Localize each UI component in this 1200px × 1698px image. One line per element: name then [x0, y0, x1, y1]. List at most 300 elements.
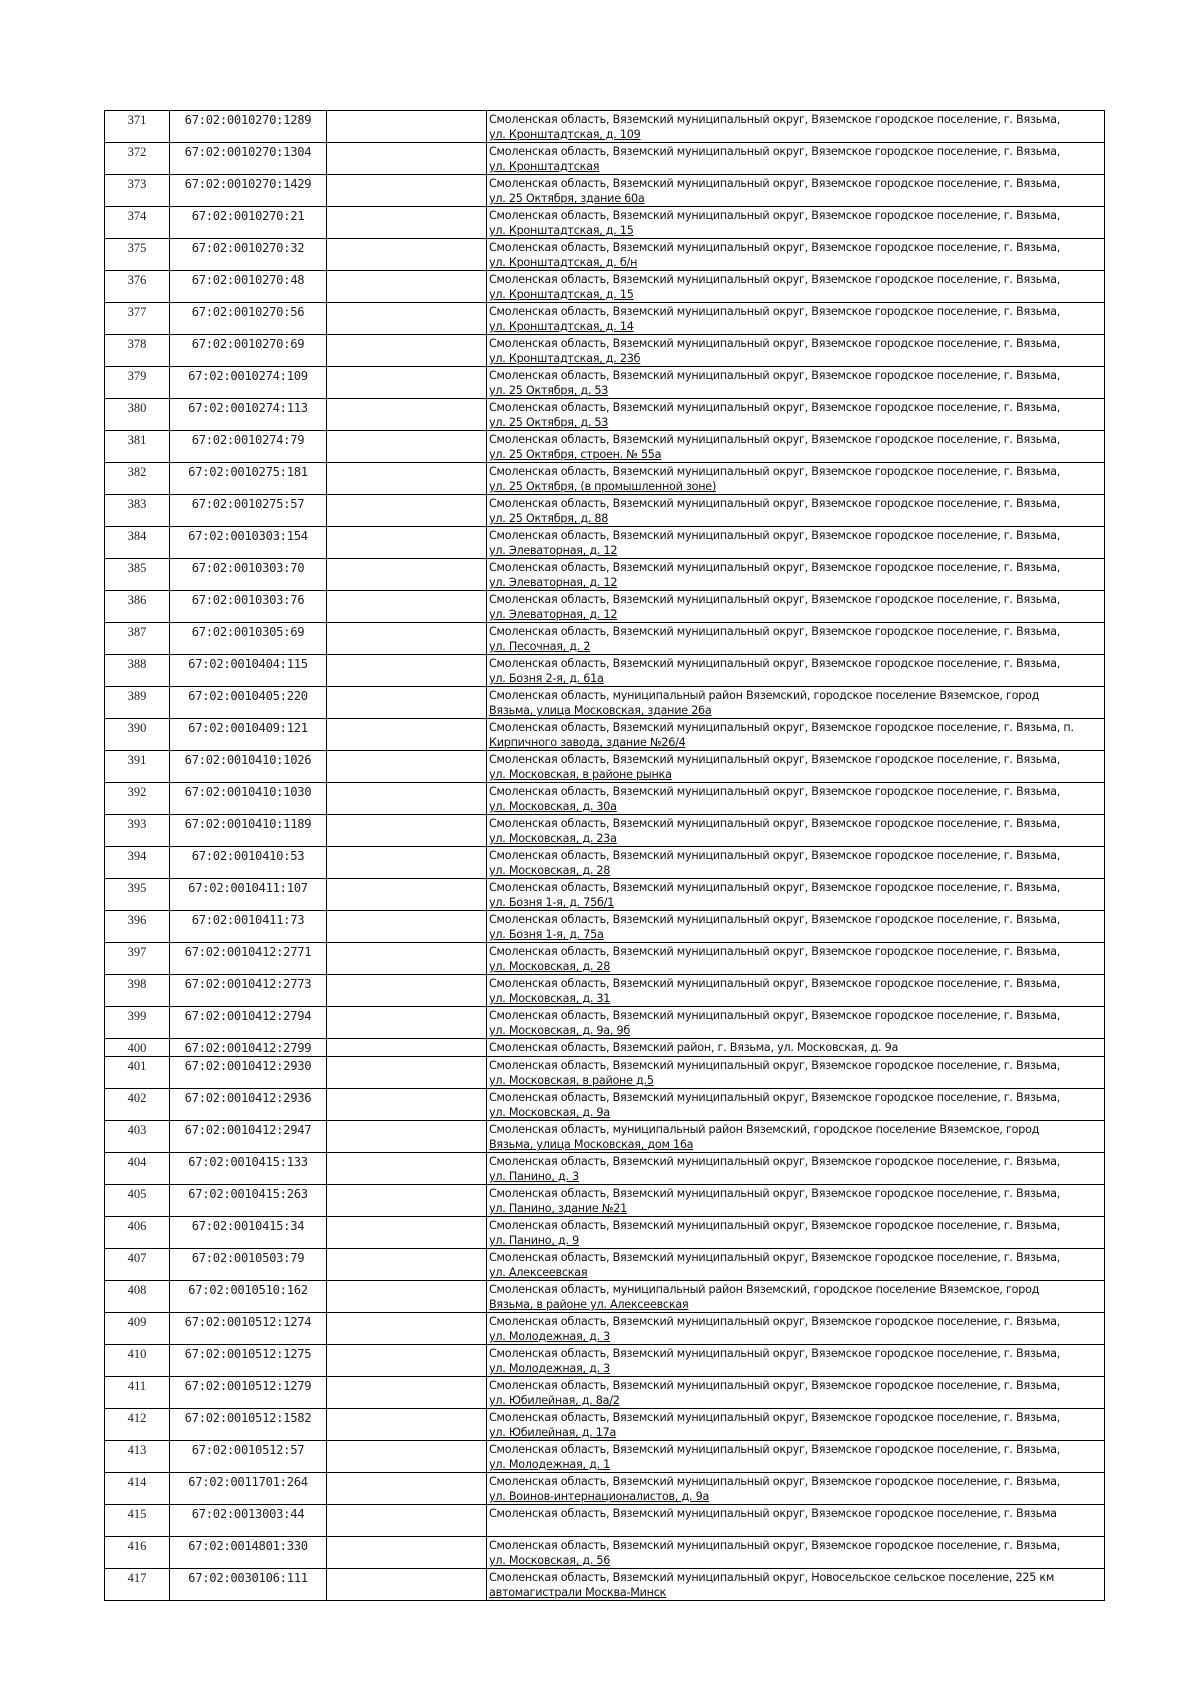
cadastral-number: 67:02:0010412:2936 [170, 1089, 327, 1121]
address-line-2: ул. Московская, д. 31 [489, 992, 611, 1005]
address-line-1: Смоленская область, муниципальный район Вяземский, городское поселение Вяземское, город [489, 1283, 1040, 1296]
cadastral-number: 67:02:0030106:111 [170, 1569, 327, 1601]
empty-cell [327, 1473, 487, 1505]
cadastral-number: 67:02:0010512:57 [170, 1441, 327, 1473]
address-line-2: ул. 25 Октября, (в промышленной зоне) [489, 480, 717, 493]
row-number: 408 [105, 1281, 170, 1313]
row-number: 377 [105, 303, 170, 335]
empty-cell [327, 111, 487, 143]
address-cell [487, 1217, 1105, 1249]
row-number: 385 [105, 559, 170, 591]
cadastral-number: 67:02:0010411:107 [170, 879, 327, 911]
empty-cell [327, 303, 487, 335]
empty-cell [327, 495, 487, 527]
empty-cell [327, 1441, 487, 1473]
empty-cell [327, 399, 487, 431]
cadastral-number: 67:02:0010412:2930 [170, 1057, 327, 1089]
address-cell [487, 911, 1105, 943]
row-number: 373 [105, 175, 170, 207]
address-line-1: Смоленская область, Вяземский муниципальный округ, Вяземское городское поселение, г. Вязьма, [489, 977, 1061, 990]
address-cell [487, 1409, 1105, 1441]
address-line-2: ул. Песочная, д. 2 [489, 640, 591, 653]
address-line-2: ул. Панино, д. 9 [489, 1234, 579, 1247]
row-number: 387 [105, 623, 170, 655]
cadastral-number: 67:02:0010275:57 [170, 495, 327, 527]
cadastral-number: 67:02:0010410:53 [170, 847, 327, 879]
row-number: 392 [105, 783, 170, 815]
table-row [105, 847, 1105, 879]
address-line-2: ул. Элеваторная, д. 12 [489, 576, 618, 589]
address-line-1: Смоленская область, Вяземский муниципальный округ, Вяземское городское поселение, г. Вязьма, [489, 1379, 1061, 1392]
empty-cell [327, 623, 487, 655]
address-cell [487, 687, 1105, 719]
address-cell [487, 1537, 1105, 1569]
address-line-1: Смоленская область, Вяземский муниципальный округ, Вяземское городское поселение, г. Вязьма, [489, 657, 1061, 670]
address-line-1: Смоленская область, Вяземский муниципальный округ, Вяземское городское поселение, г. Вязьма, [489, 1539, 1061, 1552]
cadastral-number: 67:02:0010270:1304 [170, 143, 327, 175]
address-cell [487, 367, 1105, 399]
address-line-1: Смоленская область, Вяземский муниципальный округ, Вяземское городское поселение, г. Вязьма, [489, 817, 1061, 830]
empty-cell [327, 943, 487, 975]
table-row [105, 495, 1105, 527]
table-row [105, 879, 1105, 911]
row-number: 411 [105, 1377, 170, 1409]
cadastral-number: 67:02:0010275:181 [170, 463, 327, 495]
row-number: 401 [105, 1057, 170, 1089]
address-cell [487, 623, 1105, 655]
table-row [105, 559, 1105, 591]
table-row [105, 1153, 1105, 1185]
table-row [105, 1185, 1105, 1217]
empty-cell [327, 463, 487, 495]
address-line-2: ул. Бозня 1-я, д. 75б/1 [489, 896, 615, 909]
table-row [105, 1569, 1105, 1601]
cadastral-number: 67:02:0010512:1582 [170, 1409, 327, 1441]
address-cell [487, 655, 1105, 687]
table-row [105, 1377, 1105, 1409]
table-row [105, 527, 1105, 559]
cadastral-number: 67:02:0010512:1279 [170, 1377, 327, 1409]
address-line-2: ул. 25 Октября, строен. № 55а [489, 448, 662, 461]
address-line-1: Смоленская область, Вяземский муниципальный округ, Вяземское городское поселение, г. Вязьма [489, 1507, 1057, 1520]
address-line-2: ул. Молодежная, д. 1 [489, 1458, 611, 1471]
address-line-1: Смоленская область, Вяземский муниципальный округ, Вяземское городское поселение, г. Вязьма, [489, 529, 1061, 542]
cadastral-number: 67:02:0014801:330 [170, 1537, 327, 1569]
address-line-1: Смоленская область, Вяземский муниципальный округ, Вяземское городское поселение, г. Вязьма, [489, 1347, 1061, 1360]
cadastral-number: 67:02:0010503:79 [170, 1249, 327, 1281]
table-row [105, 1249, 1105, 1281]
row-number: 397 [105, 943, 170, 975]
address-line-1: Смоленская область, Вяземский муниципальный округ, Вяземское городское поселение, г. Вязьма, [489, 881, 1061, 894]
table-row [105, 175, 1105, 207]
address-cell [487, 271, 1105, 303]
address-cell [487, 335, 1105, 367]
address-line-1: Смоленская область, Вяземский муниципальный округ, Вяземское городское поселение, г. Вязьма, [489, 1187, 1061, 1200]
empty-cell [327, 143, 487, 175]
address-line-2: ул. 25 Октября, д. 53 [489, 416, 609, 429]
address-line-1: Смоленская область, Вяземский муниципальный округ, Вяземское городское поселение, г. Вязьма, [489, 273, 1061, 286]
address-line-2: ул. Элеваторная, д. 12 [489, 608, 618, 621]
empty-cell [327, 1377, 487, 1409]
cadastral-number: 67:02:0010512:1275 [170, 1345, 327, 1377]
table-row [105, 431, 1105, 463]
row-number: 413 [105, 1441, 170, 1473]
address-cell [487, 207, 1105, 239]
address-line-1: Смоленская область, Вяземский муниципальный округ, Вяземское городское поселение, г. Вязьма, [489, 1475, 1061, 1488]
address-line-1: Смоленская область, Вяземский муниципальный округ, Вяземское городское поселение, г. Вязьма, [489, 497, 1061, 510]
address-cell [487, 1007, 1105, 1039]
address-line-1: Смоленская область, Вяземский муниципальный округ, Вяземское городское поселение, г. Вязьма, [489, 1091, 1061, 1104]
row-number: 395 [105, 879, 170, 911]
cadastral-number: 67:02:0010274:109 [170, 367, 327, 399]
table-row [105, 751, 1105, 783]
address-cell [487, 847, 1105, 879]
empty-cell [327, 527, 487, 559]
property-registry-table [104, 110, 1105, 1601]
address-line-1: Смоленская область, Вяземский муниципальный округ, Вяземское городское поселение, г. Вязьма, [489, 785, 1061, 798]
table-row [105, 1441, 1105, 1473]
address-cell [487, 559, 1105, 591]
address-line-2: ул. Алексеевская [489, 1266, 588, 1279]
row-number: 416 [105, 1537, 170, 1569]
empty-cell [327, 431, 487, 463]
address-line-2: ул. Московская, д. 9а, 9б [489, 1024, 631, 1037]
row-number: 378 [105, 335, 170, 367]
row-number: 399 [105, 1007, 170, 1039]
table-row [105, 463, 1105, 495]
empty-cell [327, 175, 487, 207]
address-line-2: ул. Кронштадтская, д. 15 [489, 288, 634, 301]
address-line-2: ул. Московская, в районе рынка [489, 768, 672, 781]
address-cell [487, 463, 1105, 495]
address-line-1: Смоленская область, Вяземский муниципальный округ, Вяземское городское поселение, г. Вязьма, [489, 1059, 1061, 1072]
empty-cell [327, 1409, 487, 1441]
empty-cell [327, 1007, 487, 1039]
address-line-1: Смоленская область, Вяземский муниципальный округ, Вяземское городское поселение, г. Вязьма, п. [489, 721, 1074, 734]
address-line-2: ул. Панино, здание №21 [489, 1202, 627, 1215]
empty-cell [327, 687, 487, 719]
address-line-2: ул. Кронштадтская, д. 15 [489, 224, 634, 237]
address-cell [487, 1345, 1105, 1377]
row-number: 393 [105, 815, 170, 847]
row-number: 388 [105, 655, 170, 687]
address-cell [487, 399, 1105, 431]
address-cell [487, 719, 1105, 751]
empty-cell [327, 1281, 487, 1313]
table-row [105, 1089, 1105, 1121]
address-cell [487, 1121, 1105, 1153]
row-number: 410 [105, 1345, 170, 1377]
empty-cell [327, 783, 487, 815]
address-line-1: Смоленская область, Вяземский муниципальный округ, Вяземское городское поселение, г. Вязьма, [489, 241, 1061, 254]
cadastral-number: 67:02:0010274:113 [170, 399, 327, 431]
empty-cell [327, 719, 487, 751]
address-line-2: ул. Московская, д. 30а [489, 800, 617, 813]
address-cell [487, 1153, 1105, 1185]
address-line-1: Смоленская область, Вяземский муниципальный округ, Вяземское городское поселение, г. Вязьма, [489, 369, 1061, 382]
table-row [105, 335, 1105, 367]
table-row [105, 783, 1105, 815]
cadastral-number: 67:02:0010405:220 [170, 687, 327, 719]
address-line-2: Вязьма, улица Московская, здание 26а [489, 704, 712, 717]
empty-cell [327, 1345, 487, 1377]
address-line-1: Смоленская область, Вяземский муниципальный округ, Вяземское городское поселение, г. Вязьма, [489, 593, 1061, 606]
address-line-1: Смоленская область, муниципальный район Вяземский, городское поселение Вяземское, город [489, 1123, 1040, 1136]
row-number: 390 [105, 719, 170, 751]
address-line-1: Смоленская область, Вяземский муниципальный округ, Вяземское городское поселение, г. Вязьма, [489, 337, 1061, 350]
table-row [105, 655, 1105, 687]
empty-cell [327, 751, 487, 783]
row-number: 406 [105, 1217, 170, 1249]
row-number: 384 [105, 527, 170, 559]
cadastral-number: 67:02:0010303:76 [170, 591, 327, 623]
table-row [105, 1217, 1105, 1249]
cadastral-number: 67:02:0010270:1289 [170, 111, 327, 143]
address-cell [487, 943, 1105, 975]
cadastral-number: 67:02:0010412:2771 [170, 943, 327, 975]
empty-cell [327, 815, 487, 847]
address-line-2: ул. Московская, д. 28 [489, 960, 611, 973]
address-line-2: ул. Юбилейная, д. 17а [489, 1426, 617, 1439]
empty-cell [327, 911, 487, 943]
cadastral-number: 67:02:0010270:32 [170, 239, 327, 271]
empty-cell [327, 1313, 487, 1345]
table-row [105, 943, 1105, 975]
address-cell [487, 783, 1105, 815]
empty-cell [327, 847, 487, 879]
address-cell [487, 175, 1105, 207]
address-line-1: Смоленская область, Вяземский муниципальный округ, Вяземское городское поселение, г. Вязьма, [489, 753, 1061, 766]
address-line-2: ул. Кронштадтская [489, 160, 600, 173]
empty-cell [327, 1039, 487, 1057]
cadastral-number: 67:02:0010270:69 [170, 335, 327, 367]
table-row [105, 719, 1105, 751]
row-number: 382 [105, 463, 170, 495]
empty-cell [327, 271, 487, 303]
address-line-2: автомагистрали Москва-Минск [489, 1586, 667, 1599]
address-line-2: ул. Юбилейная, д. 8а/2 [489, 1394, 620, 1407]
cadastral-number: 67:02:0010409:121 [170, 719, 327, 751]
cadastral-number: 67:02:0010412:2799 [170, 1039, 327, 1057]
row-number: 404 [105, 1153, 170, 1185]
cadastral-number: 67:02:0010411:73 [170, 911, 327, 943]
table-row [105, 975, 1105, 1007]
cadastral-number: 67:02:0010303:154 [170, 527, 327, 559]
address-line-1: Смоленская область, Вяземский муниципальный округ, Вяземское городское поселение, г. Вязьма, [489, 561, 1061, 574]
row-number: 375 [105, 239, 170, 271]
table-row [105, 143, 1105, 175]
address-cell [487, 1185, 1105, 1217]
row-number: 379 [105, 367, 170, 399]
cadastral-number: 67:02:0010270:1429 [170, 175, 327, 207]
table-row [105, 271, 1105, 303]
address-line-1: Смоленская область, Вяземский муниципальный округ, Вяземское городское поселение, г. Вязьма, [489, 1155, 1061, 1168]
cadastral-number: 67:02:0010412:2794 [170, 1007, 327, 1039]
table-row [105, 207, 1105, 239]
address-line-2: ул. Молодежная, д. 3 [489, 1362, 611, 1375]
empty-cell [327, 1569, 487, 1601]
cadastral-number: 67:02:0010270:56 [170, 303, 327, 335]
address-line-1: Смоленская область, Вяземский муниципальный округ, Вяземское городское поселение, г. Вязьма, [489, 1315, 1061, 1328]
table-row [105, 591, 1105, 623]
address-line-1: Смоленская область, Вяземский муниципальный округ, Новосельское сельское поселение, 225 км [489, 1571, 1055, 1584]
address-cell [487, 1249, 1105, 1281]
table-row [105, 1313, 1105, 1345]
row-number: 381 [105, 431, 170, 463]
empty-cell [327, 239, 487, 271]
row-number: 383 [105, 495, 170, 527]
empty-cell [327, 975, 487, 1007]
address-line-1: Смоленская область, Вяземский муниципальный округ, Вяземское городское поселение, г. Вязьма, [489, 1443, 1061, 1456]
table-row [105, 815, 1105, 847]
address-line-1: Смоленская область, Вяземский муниципальный округ, Вяземское городское поселение, г. Вязьма, [489, 113, 1061, 126]
address-line-1: Смоленская область, Вяземский муниципальный округ, Вяземское городское поселение, г. Вязьма, [489, 1009, 1061, 1022]
address-line-2: Вязьма, улица Московская, дом 16а [489, 1138, 694, 1151]
address-line-2: ул. Бозня 1-я, д. 75а [489, 928, 604, 941]
address-line-1: Смоленская область, муниципальный район Вяземский, городское поселение Вяземское, город [489, 689, 1040, 702]
address-cell [487, 591, 1105, 623]
address-line-2: ул. Московская, д. 23а [489, 832, 617, 845]
address-cell [487, 815, 1105, 847]
address-cell [487, 1281, 1105, 1313]
cadastral-number: 67:02:0013003:44 [170, 1505, 327, 1537]
address-line-2: ул. Элеваторная, д. 12 [489, 544, 618, 557]
cadastral-number: 67:02:0010274:79 [170, 431, 327, 463]
table-row [105, 911, 1105, 943]
row-number: 376 [105, 271, 170, 303]
cadastral-number: 67:02:0010415:263 [170, 1185, 327, 1217]
empty-cell [327, 655, 487, 687]
address-line-1: Смоленская область, Вяземский муниципальный округ, Вяземское городское поселение, г. Вязьма, [489, 177, 1061, 190]
row-number: 398 [105, 975, 170, 1007]
table-row [105, 239, 1105, 271]
address-cell [487, 143, 1105, 175]
cadastral-number: 67:02:0010270:21 [170, 207, 327, 239]
empty-cell [327, 367, 487, 399]
table-row [105, 111, 1105, 143]
address-line-1: Смоленская область, Вяземский муниципальный округ, Вяземское городское поселение, г. Вязьма, [489, 465, 1061, 478]
address-line-2: ул. Кронштадтская, д. 23б [489, 352, 641, 365]
address-cell [487, 1377, 1105, 1409]
address-line-1: Смоленская область, Вяземский муниципальный округ, Вяземское городское поселение, г. Вязьма, [489, 145, 1061, 158]
address-cell [487, 1313, 1105, 1345]
table-row [105, 1281, 1105, 1313]
address-line-2: ул. Кронштадтская, д. б/н [489, 256, 638, 269]
address-line-2: ул. 25 Октября, д. 53 [489, 384, 609, 397]
table-row [105, 399, 1105, 431]
address-cell [487, 879, 1105, 911]
empty-cell [327, 1537, 487, 1569]
cadastral-number: 67:02:0010303:70 [170, 559, 327, 591]
row-number: 405 [105, 1185, 170, 1217]
address-cell [487, 1441, 1105, 1473]
empty-cell [327, 1249, 487, 1281]
address-line-2: ул. Воинов-интернационалистов, д. 9а [489, 1490, 710, 1503]
address-cell [487, 1569, 1105, 1601]
address-line-2: Вязьма, в районе ул. Алексеевская [489, 1298, 689, 1311]
address-line-2: ул. 25 Октября, д. 88 [489, 512, 609, 525]
table-row [105, 623, 1105, 655]
cadastral-number: 67:02:0011701:264 [170, 1473, 327, 1505]
address-cell [487, 975, 1105, 1007]
address-line-1: Смоленская область, Вяземский муниципальный округ, Вяземское городское поселение, г. Вязьма, [489, 209, 1061, 222]
row-number: 389 [105, 687, 170, 719]
row-number: 400 [105, 1039, 170, 1057]
table-row [105, 1057, 1105, 1089]
address-cell [487, 527, 1105, 559]
table-row [105, 687, 1105, 719]
row-number: 409 [105, 1313, 170, 1345]
row-number: 414 [105, 1473, 170, 1505]
address-line-1: Смоленская область, Вяземский муниципальный округ, Вяземское городское поселение, г. Вязьма, [489, 849, 1061, 862]
table-row [105, 1121, 1105, 1153]
cadastral-number: 67:02:0010410:1026 [170, 751, 327, 783]
address-line-2: Кирпичного завода, здание №26/4 [489, 736, 686, 749]
empty-cell [327, 1057, 487, 1089]
row-number: 417 [105, 1569, 170, 1601]
cadastral-number: 67:02:0010412:2947 [170, 1121, 327, 1153]
cadastral-number: 67:02:0010410:1189 [170, 815, 327, 847]
row-number: 391 [105, 751, 170, 783]
row-number: 394 [105, 847, 170, 879]
row-number: 371 [105, 111, 170, 143]
row-number: 403 [105, 1121, 170, 1153]
cadastral-number: 67:02:0010512:1274 [170, 1313, 327, 1345]
address-line-1: Смоленская область, Вяземский муниципальный округ, Вяземское городское поселение, г. Вязьма, [489, 1219, 1061, 1232]
address-line-1: Смоленская область, Вяземский муниципальный округ, Вяземское городское поселение, г. Вязьма, [489, 433, 1061, 446]
row-number: 386 [105, 591, 170, 623]
address-cell [487, 1057, 1105, 1089]
row-number: 415 [105, 1505, 170, 1537]
empty-cell [327, 1121, 487, 1153]
address-line-1: Смоленская область, Вяземский муниципальный округ, Вяземское городское поселение, г. Вязьма, [489, 1411, 1061, 1424]
address-line-2: ул. 25 Октября, здание 60а [489, 192, 645, 205]
row-number: 372 [105, 143, 170, 175]
address-line-1: Смоленская область, Вяземский муниципальный округ, Вяземское городское поселение, г. Вязьма, [489, 945, 1061, 958]
address-line-1: Смоленская область, Вяземский муниципальный округ, Вяземское городское поселение, г. Вязьма, [489, 401, 1061, 414]
empty-cell [327, 335, 487, 367]
address-line-2: ул. Кронштадтская, д. 14 [489, 320, 634, 333]
table-row [105, 1409, 1105, 1441]
address-cell [487, 751, 1105, 783]
table-body [105, 111, 1105, 1601]
row-number: 380 [105, 399, 170, 431]
address-cell [487, 495, 1105, 527]
row-number: 396 [105, 911, 170, 943]
address-cell [487, 1089, 1105, 1121]
address-line-2: ул. Панино, д. 3 [489, 1170, 579, 1183]
table-row [105, 367, 1105, 399]
address-line-1: Смоленская область, Вяземский муниципальный округ, Вяземское городское поселение, г. Вязьма, [489, 625, 1061, 638]
table-row [105, 1039, 1105, 1057]
address-cell [487, 239, 1105, 271]
address-line-2: ул. Московская, д. 28 [489, 864, 611, 877]
address-cell [487, 303, 1105, 335]
address-line-2: ул. Кронштадтская, д. 109 [489, 128, 641, 141]
address-line-1: Смоленская область, Вяземский муниципальный округ, Вяземское городское поселение, г. Вязьма, [489, 305, 1061, 318]
cadastral-number: 67:02:0010270:48 [170, 271, 327, 303]
empty-cell [327, 1089, 487, 1121]
table-row [105, 1007, 1105, 1039]
row-number: 407 [105, 1249, 170, 1281]
cadastral-number: 67:02:0010510:162 [170, 1281, 327, 1313]
empty-cell [327, 591, 487, 623]
table-row [105, 1505, 1105, 1537]
empty-cell [327, 1217, 487, 1249]
empty-cell [327, 1185, 487, 1217]
empty-cell [327, 879, 487, 911]
table-row [105, 1473, 1105, 1505]
